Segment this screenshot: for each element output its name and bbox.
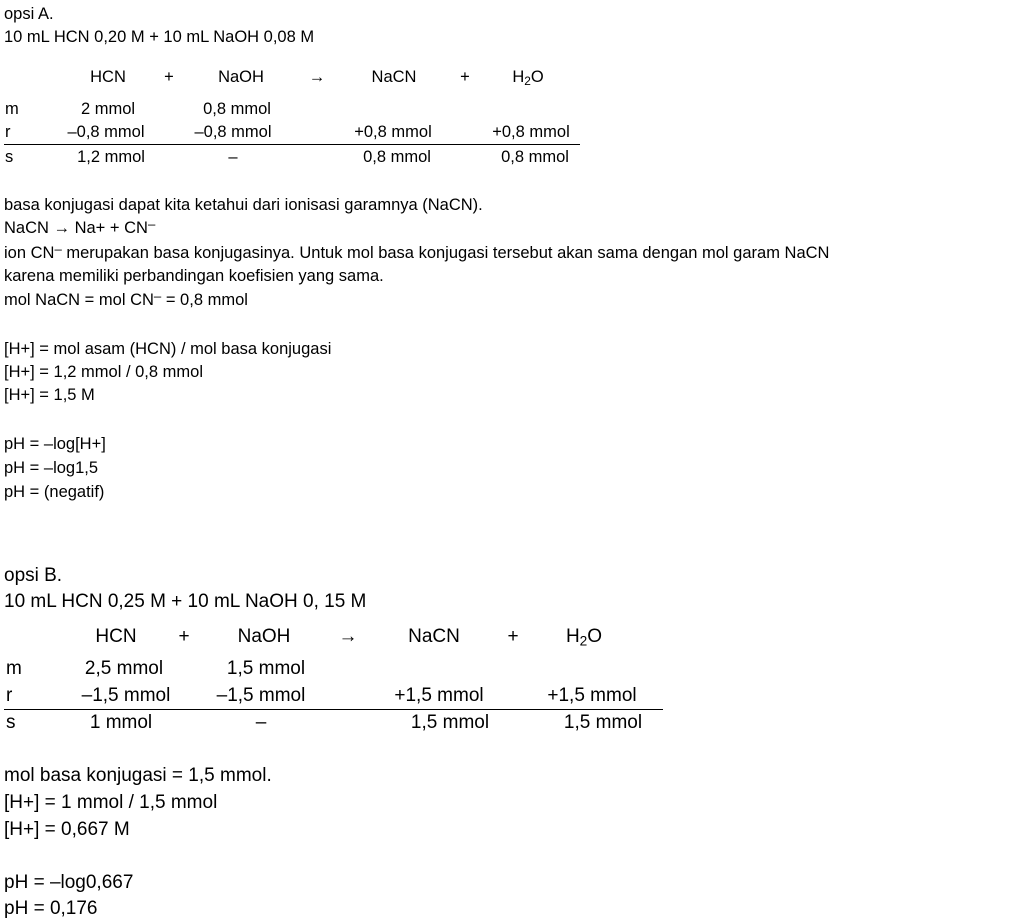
row-m-label: m <box>5 100 19 118</box>
row-r-naoh: –0,8 mmol <box>194 123 272 141</box>
option-a-setup: 10 mL HCN 0,20 M + 10 mL NaOH 0,08 M <box>4 28 315 46</box>
species-nacn: NaCN <box>408 626 460 647</box>
row-s-naoh: – <box>255 712 267 733</box>
option-b-h-result: [H+] = 0,667 M <box>4 819 130 840</box>
row-m-naoh: 0,8 mmol <box>203 100 271 118</box>
row-m-label: m <box>6 658 22 679</box>
species-h2o: $H_2O$ <box>565 626 603 649</box>
row-r-naoh: –1,5 mmol <box>216 685 306 706</box>
option-a-ph-formula: pH = –log[H+] <box>4 435 106 453</box>
row-s-nacn: 1,5 mmol <box>410 712 490 733</box>
table-rule <box>4 709 663 710</box>
option-a-text-1: basa konjugasi dapat kita ketahui dari ionisasi garamnya (NaCN). <box>4 196 483 214</box>
option-a-ionization: NaCN → Na+ + CN– <box>4 216 156 237</box>
row-s-nacn: 0,8 mmol <box>363 148 431 166</box>
option-a-h-substitution: [H+] = 1,2 mmol / 0,8 mmol <box>4 363 203 381</box>
option-b-ph-formula: pH = –log0,667 <box>4 872 134 893</box>
row-r-hcn: –1,5 mmol <box>81 685 171 706</box>
species-hcn: HCN <box>90 68 126 86</box>
row-r-nacn: +1,5 mmol <box>394 685 484 706</box>
species-nacn: NaCN <box>371 68 417 86</box>
option-a-heading: opsi A. <box>4 5 54 23</box>
option-b-h-substitution: [H+] = 1 mmol / 1,5 mmol <box>4 792 218 813</box>
species-plus-2: + <box>460 68 470 86</box>
row-m-naoh: 1,5 mmol <box>226 658 306 679</box>
row-r-label: r <box>5 123 11 141</box>
row-s-label: s <box>5 148 14 166</box>
species-arrow: → <box>308 68 326 86</box>
option-b-heading: opsi B. <box>4 565 63 586</box>
species-arrow: → <box>338 626 358 647</box>
species-naoh: NaOH <box>218 68 264 86</box>
row-s-hcn: 1 mmol <box>89 712 153 733</box>
row-r-h2o: +1,5 mmol <box>547 685 637 706</box>
species-h2o: $H_2O$ <box>512 68 544 88</box>
option-a-mol-equality: mol NaCN = mol CN– = 0,8 mmol <box>4 288 248 309</box>
row-s-hcn: 1,2 mmol <box>77 148 145 166</box>
row-m-hcn: 2,5 mmol <box>84 658 164 679</box>
species-plus-2: + <box>507 626 519 647</box>
option-a-text-2: ion CN– merupakan basa konjugasinya. Untuk mol basa konjugasi tersebut akan sama dengan mol garam NaCN <box>4 241 830 262</box>
row-r-nacn: +0,8 mmol <box>354 123 432 141</box>
table-rule <box>4 144 580 145</box>
row-s-h2o: 0,8 mmol <box>501 148 569 166</box>
option-a-h-formula: [H+] = mol asam (HCN) / mol basa konjugasi <box>4 340 332 358</box>
option-a-text-3: karena memiliki perbandingan koefisien yang sama. <box>4 267 384 285</box>
option-a-h-result: [H+] = 1,5 M <box>4 386 95 404</box>
species-plus-1: + <box>164 68 174 86</box>
row-m-hcn: 2 mmol <box>80 100 136 118</box>
species-naoh: NaOH <box>237 626 291 647</box>
row-r-hcn: –0,8 mmol <box>67 123 145 141</box>
row-s-label: s <box>6 712 16 733</box>
species-hcn: HCN <box>95 626 137 647</box>
row-r-label: r <box>6 685 13 706</box>
option-b-ph-result: pH = 0,176 <box>4 898 98 919</box>
option-b-text-1: mol basa konjugasi = 1,5 mmol. <box>4 765 272 786</box>
option-a-ph-result: pH = (negatif) <box>4 483 105 501</box>
row-r-h2o: +0,8 mmol <box>492 123 570 141</box>
row-s-naoh: – <box>228 148 238 166</box>
option-a-ph-substitution: pH = –log1,5 <box>4 459 99 477</box>
option-b-setup: 10 mL HCN 0,25 M + 10 mL NaOH 0, 15 M <box>4 591 367 612</box>
row-s-h2o: 1,5 mmol <box>563 712 643 733</box>
species-plus-1: + <box>178 626 190 647</box>
